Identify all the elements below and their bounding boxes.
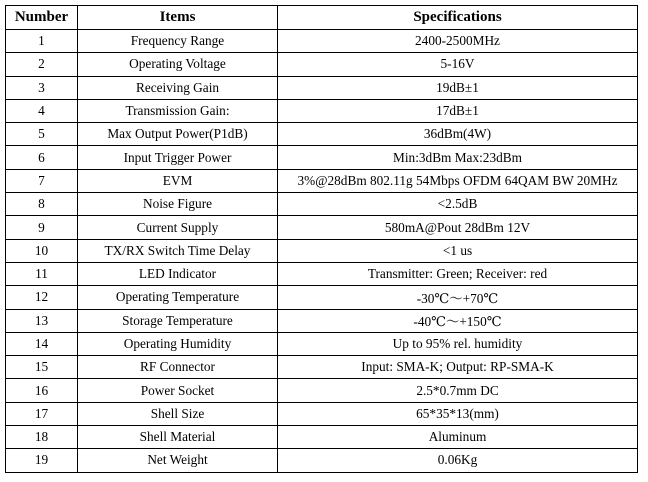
table-row xyxy=(6,146,638,169)
row-spec: <1 us xyxy=(278,239,638,262)
row-item: Noise Figure xyxy=(78,193,278,216)
row-number: 11 xyxy=(6,262,78,285)
row-spec: Aluminum xyxy=(278,426,638,449)
table-row xyxy=(6,262,638,285)
table-row xyxy=(6,309,638,332)
row-number: 8 xyxy=(6,193,78,216)
row-item: Operating Temperature xyxy=(78,286,278,309)
row-number: 19 xyxy=(6,449,78,472)
row-item: EVM xyxy=(78,169,278,192)
row-item: Transmission Gain: xyxy=(78,99,278,122)
row-spec: Up to 95% rel. humidity xyxy=(278,332,638,355)
row-item: Operating Humidity xyxy=(78,332,278,355)
row-spec: Min:3dBm Max:23dBm xyxy=(278,146,638,169)
row-number: 5 xyxy=(6,123,78,146)
row-item: TX/RX Switch Time Delay xyxy=(78,239,278,262)
row-spec: <2.5dB xyxy=(278,193,638,216)
table-row xyxy=(6,379,638,402)
row-item: Receiving Gain xyxy=(78,76,278,99)
row-number: 15 xyxy=(6,356,78,379)
spec-table-container xyxy=(5,5,638,473)
row-number: 16 xyxy=(6,379,78,402)
row-item: Storage Temperature xyxy=(78,309,278,332)
row-spec: 2400-2500MHz xyxy=(278,30,638,53)
row-number: 1 xyxy=(6,30,78,53)
row-item: Max Output Power(P1dB) xyxy=(78,123,278,146)
row-number: 2 xyxy=(6,53,78,76)
row-spec: 580mA@Pout 28dBm 12V xyxy=(278,216,638,239)
row-item: Current Supply xyxy=(78,216,278,239)
table-row xyxy=(6,332,638,355)
row-spec: Input: SMA-K; Output: RP-SMA-K xyxy=(278,356,638,379)
table-row xyxy=(6,402,638,425)
header-number: Number xyxy=(6,6,78,30)
row-spec: 5-16V xyxy=(278,53,638,76)
row-item: RF Connector xyxy=(78,356,278,379)
row-number: 10 xyxy=(6,239,78,262)
row-item: LED Indicator xyxy=(78,262,278,285)
table-row xyxy=(6,99,638,122)
specifications-table xyxy=(5,5,638,473)
row-spec: -30℃～+70℃ xyxy=(278,286,638,309)
row-number: 18 xyxy=(6,426,78,449)
table-row xyxy=(6,30,638,53)
row-spec: 65*35*13(mm) xyxy=(278,402,638,425)
row-number: 7 xyxy=(6,169,78,192)
table-row xyxy=(6,193,638,216)
row-number: 6 xyxy=(6,146,78,169)
header-specifications: Specifications xyxy=(278,6,638,30)
row-spec: Transmitter: Green; Receiver: red xyxy=(278,262,638,285)
row-item: Shell Material xyxy=(78,426,278,449)
row-item: Frequency Range xyxy=(78,30,278,53)
row-spec: 36dBm(4W) xyxy=(278,123,638,146)
header-items: Items xyxy=(78,6,278,30)
row-spec: 2.5*0.7mm DC xyxy=(278,379,638,402)
row-spec: -40℃～+150℃ xyxy=(278,309,638,332)
table-row xyxy=(6,169,638,192)
row-item: Operating Voltage xyxy=(78,53,278,76)
table-row xyxy=(6,426,638,449)
row-spec: 3%@28dBm 802.11g 54Mbps OFDM 64QAM BW 20MHz xyxy=(278,169,638,192)
table-row xyxy=(6,76,638,99)
row-number: 12 xyxy=(6,286,78,309)
table-header-row xyxy=(6,6,638,30)
row-spec: 0.06Kg xyxy=(278,449,638,472)
table-row xyxy=(6,53,638,76)
row-item: Shell Size xyxy=(78,402,278,425)
table-row xyxy=(6,449,638,472)
table-row xyxy=(6,216,638,239)
row-item: Power Socket xyxy=(78,379,278,402)
row-number: 9 xyxy=(6,216,78,239)
row-spec: 17dB±1 xyxy=(278,99,638,122)
table-row xyxy=(6,356,638,379)
row-number: 13 xyxy=(6,309,78,332)
row-spec: 19dB±1 xyxy=(278,76,638,99)
row-item: Net Weight xyxy=(78,449,278,472)
row-number: 3 xyxy=(6,76,78,99)
row-number: 4 xyxy=(6,99,78,122)
row-number: 14 xyxy=(6,332,78,355)
table-row xyxy=(6,123,638,146)
table-row xyxy=(6,286,638,309)
row-number: 17 xyxy=(6,402,78,425)
table-row xyxy=(6,239,638,262)
row-item: Input Trigger Power xyxy=(78,146,278,169)
